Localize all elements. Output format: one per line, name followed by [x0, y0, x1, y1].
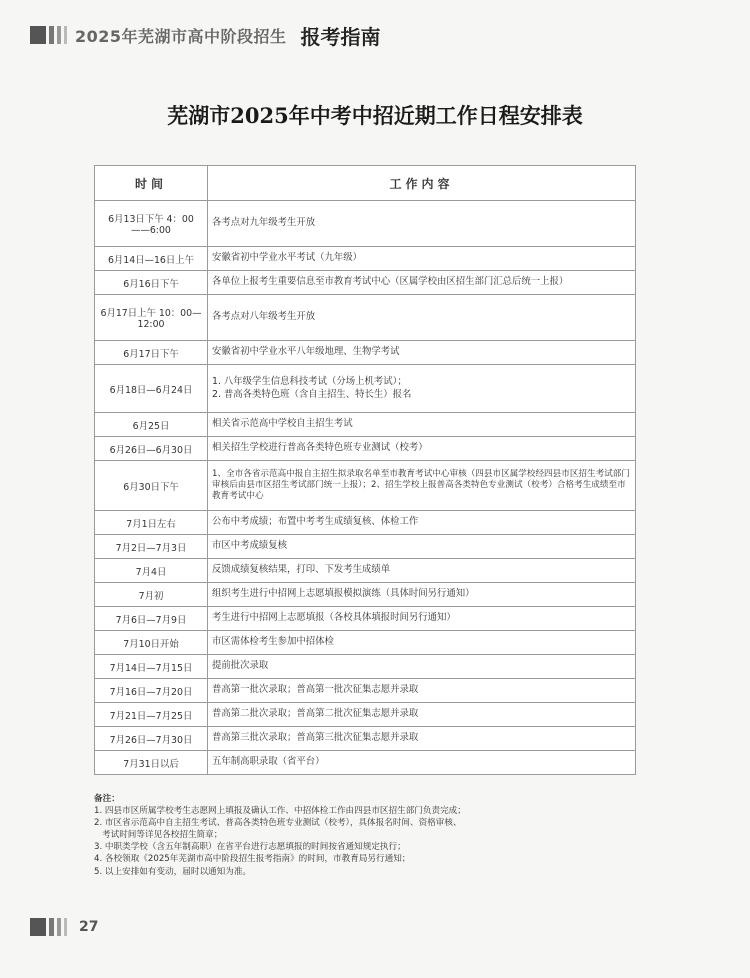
time-cell: 7月21日—7月25日 [95, 703, 208, 727]
table-row [95, 679, 636, 703]
content-cell: 公布中考成绩；布置中考考生成绩复核、体检工作 [208, 511, 636, 535]
table-row [95, 727, 636, 751]
content-cell: 安徽省初中学业水平八年级地理、生物学考试 [208, 341, 636, 365]
time-cell: 6月13日下午 4：00——6:00 [95, 201, 208, 247]
page-number: 27 [79, 919, 99, 935]
header-subtitle: 2025年芜湖市高中阶段招生 [75, 26, 287, 46]
table-row [95, 295, 636, 341]
content-cell: 各考点对九年级考生开放 [208, 201, 636, 247]
page-header [30, 22, 381, 48]
table-row [95, 461, 636, 511]
table-row [95, 751, 636, 775]
content-cell: 1. 八年级学生信息科技考试（分场上机考试）； 2. 普高各类特色班（含自主招生、特长生）报名 [208, 365, 636, 413]
table-row [95, 535, 636, 559]
notes-section [94, 793, 654, 878]
time-cell: 7月14日—7月15日 [95, 655, 208, 679]
time-cell: 7月10日开始 [95, 631, 208, 655]
content-cell: 考生进行中招网上志愿填报（各校具体填报时间另行通知） [208, 607, 636, 631]
time-cell: 7月26日—7月30日 [95, 727, 208, 751]
time-cell: 6月14日—16日上午 [95, 247, 208, 271]
header-time: 时间 [95, 166, 208, 201]
time-cell: 7月1日左右 [95, 511, 208, 535]
table-row [95, 201, 636, 247]
table-row [95, 365, 636, 413]
content-cell: 各考点对八年级考生开放 [208, 295, 636, 341]
content-cell: 提前批次录取 [208, 655, 636, 679]
content-cell: 普高第二批次录取；普高第二批次征集志愿并录取 [208, 703, 636, 727]
content-cell: 相关招生学校进行普高各类特色班专业测试（校考） [208, 437, 636, 461]
table-row [95, 607, 636, 631]
table-row [95, 703, 636, 727]
time-cell: 6月18日—6月24日 [95, 365, 208, 413]
table-header-row [95, 166, 636, 201]
table-row [95, 559, 636, 583]
note-line: 5. 以上安排如有变动，届时以通知为准。 [94, 866, 252, 877]
content-cell: 五年制高职录取（省平台） [208, 751, 636, 775]
content-cell: 安徽省初中学业水平考试（九年级） [208, 247, 636, 271]
time-cell: 6月17日下午 [95, 341, 208, 365]
table-row [95, 583, 636, 607]
header-bars-decoration [30, 26, 67, 44]
note-line: 3. 中职类学校（含五年制高职）在省平台进行志愿填报的时间按省通知规定执行； [94, 842, 406, 853]
time-cell: 6月17日上午 10：00—12:00 [95, 295, 208, 341]
content-cell: 相关省示范高中学校自主招生考试 [208, 413, 636, 437]
time-cell: 6月16日下午 [95, 271, 208, 295]
time-cell: 6月25日 [95, 413, 208, 437]
notes-title: 备注： [94, 794, 120, 804]
time-cell: 7月2日—7月3日 [95, 535, 208, 559]
table-row [95, 271, 636, 295]
content-cell: 普高第一批次录取；普高第一批次征集志愿并录取 [208, 679, 636, 703]
footer-bars-decoration [30, 918, 67, 936]
time-cell: 7月4日 [95, 559, 208, 583]
content-cell: 市区需体检考生参加中招体检 [208, 631, 636, 655]
time-cell: 6月26日—6月30日 [95, 437, 208, 461]
time-cell: 7月31日以后 [95, 751, 208, 775]
page-footer [30, 918, 98, 936]
page-title: 芜湖市2025年中考中招近期工作日程安排表 [167, 103, 583, 128]
time-cell: 7月6日—7月9日 [95, 607, 208, 631]
time-cell: 7月16日—7月20日 [95, 679, 208, 703]
table-row [95, 341, 636, 365]
content-cell: 1、全市各省示范高中报自主招生拟录取名单至市教育考试中心审核（四县市区属学校经四县市区招生考试部门审核后由县市区招生考试部门统一上报）；2、招生学校上报普高各类特色专业测试（校考）合格考生成绩至市教育考试中心 [208, 461, 636, 511]
content-cell: 组织考生进行中招网上志愿填报模拟演练（具体时间另行通知） [208, 583, 636, 607]
header-content: 工作内容 [208, 166, 636, 201]
content-cell: 普高第三批次录取；普高第三批次征集志愿并录取 [208, 727, 636, 751]
table-row [95, 655, 636, 679]
content-cell: 各单位上报考生重要信息至市教育考试中心（区属学校由区招生部门汇总后统一上报） [208, 271, 636, 295]
note-line: 考试时间等详见各校招生简章； [102, 830, 223, 841]
time-cell: 6月30日下午 [95, 461, 208, 511]
table-row [95, 413, 636, 437]
table-row [95, 631, 636, 655]
schedule-table [94, 165, 636, 775]
note-line: 4. 各校领取《2025年芜湖市高中阶段招生报考指南》的时间，市教育局另行通知； [94, 854, 411, 865]
table-row [95, 511, 636, 535]
table-row [95, 247, 636, 271]
note-line: 2. 市区省示范高中自主招生考试、普高各类特色班专业测试（校考），具体报名时间、资格审核、 [94, 818, 462, 829]
table-row [95, 437, 636, 461]
content-cell: 市区中考成绩复核 [208, 535, 636, 559]
note-line: 1. 四县市区所属学校考生志愿网上填报及确认工作、中招体检工作由四县市区招生部门负责完成； [94, 806, 466, 817]
header-title: 报考指南 [300, 24, 381, 49]
time-cell: 7月初 [95, 583, 208, 607]
content-cell: 反馈成绩复核结果，打印、下发考生成绩单 [208, 559, 636, 583]
